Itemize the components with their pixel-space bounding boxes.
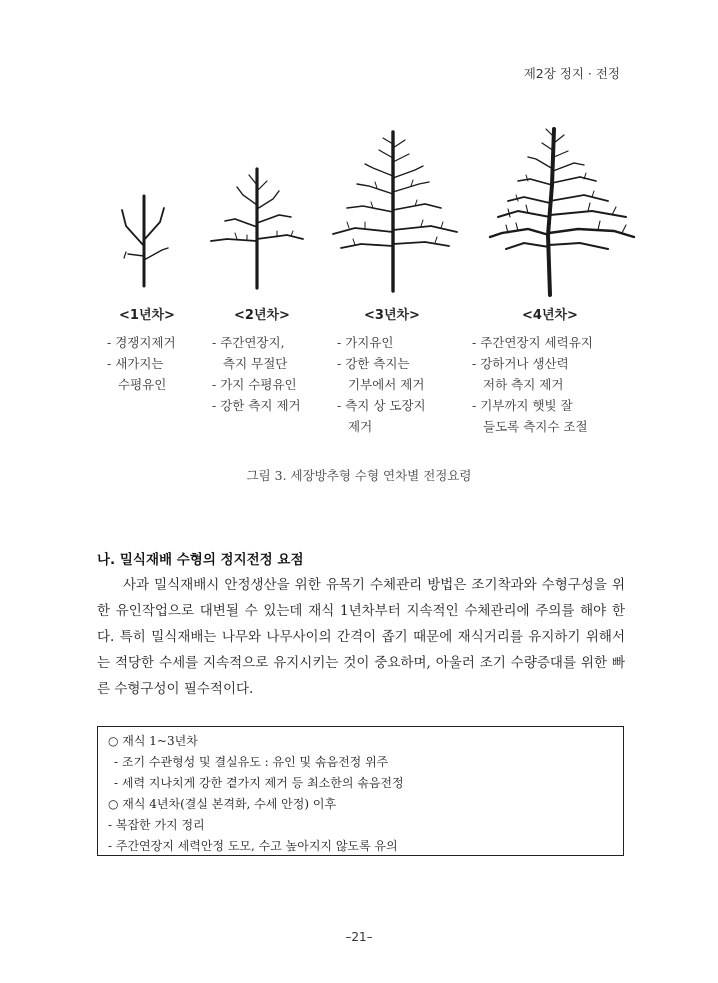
tree-year2-illustration [207,165,307,290]
box-line: ○ 재식 4년차(결실 본격화, 수세 안정) 이후 [108,797,337,811]
stage-notes-year1 [107,332,176,395]
note-line: - 강하거나 생산력 [472,356,569,371]
note-line: - 기부까지 햇빛 잘 [472,398,573,413]
stage-label-year4: <4년차> [522,308,578,323]
note-line: - 새가지는 [107,356,164,371]
paragraph-text: 사과 밀식재배시 안정생산을 위한 유목기 수체관리 방법은 조기착과와 수형구성을 위한 유인작업으로 대변될 수 있는데 재식 1년차부터 지속적인 수체관리에 주의를 해야 한다. 특히 밀식재배는 나무와 나무사이의 간격이 좁기 때문에 재식거리를 유지하기 위해서는 적당한 수세를 지속적으로 유지시키는 것이 중요하며, 아울러 조기 수량증대를 위한 빠른 수형구성이 필수적이다. [97,577,625,697]
tree-year3-illustration [325,128,465,293]
stage-label-year1: <1년차> [119,308,175,323]
note-line: 제거 [348,419,373,434]
stage-notes-year2 [212,332,301,416]
stage-notes-year4 [472,332,593,437]
chapter-header: 제2장 정지 · 전정 [523,66,620,81]
stage-label-year3: <3년차> [364,308,420,323]
note-line: - 가지 수평유인 [212,377,297,392]
note-line: - 경쟁지제거 [107,335,176,350]
box-line: - 주간연장지 세력안정 도모, 수고 높아지지 않도록 유의 [108,839,398,853]
stage-notes-year3 [337,332,426,437]
note-line: 저하 측지 제거 [483,377,564,392]
section-heading: 나. 밀식재배 수형의 정지전정 요점 [97,552,304,568]
box-line: - 조기 수관형성 및 결실유도 : 유인 및 솎음전정 위주 [114,755,389,769]
box-line: - 세력 지나치게 강한 곁가지 제거 등 최소한의 솎음전정 [114,776,404,790]
stage-label-year2: <2년차> [234,308,290,323]
note-line: 기부에서 제거 [348,377,425,392]
note-line: - 측지 상 도장지 [337,398,426,413]
note-line: - 강한 측지는 [337,356,410,371]
note-line: 들도록 측지수 조절 [483,419,588,434]
box-line: - 복잡한 가지 정리 [108,818,205,832]
note-line: 측지 무절단 [223,356,288,371]
box-line: ○ 재식 1~3년차 [108,734,198,748]
note-line: - 주간연장지, [212,335,285,350]
summary-box [97,726,624,856]
figure-caption: 그림 3. 세장방추형 수형 연차별 전정요령 [246,468,472,483]
note-line: - 가지유인 [337,335,394,350]
note-line: 수평유인 [118,377,167,392]
body-paragraph [97,572,625,702]
tree-year4-illustration [488,125,638,297]
note-line: - 강한 측지 제거 [212,398,301,413]
tree-year1-illustration [108,188,178,288]
note-line: - 주간연장지 세력유지 [472,335,593,350]
page-number: –21– [345,930,373,944]
